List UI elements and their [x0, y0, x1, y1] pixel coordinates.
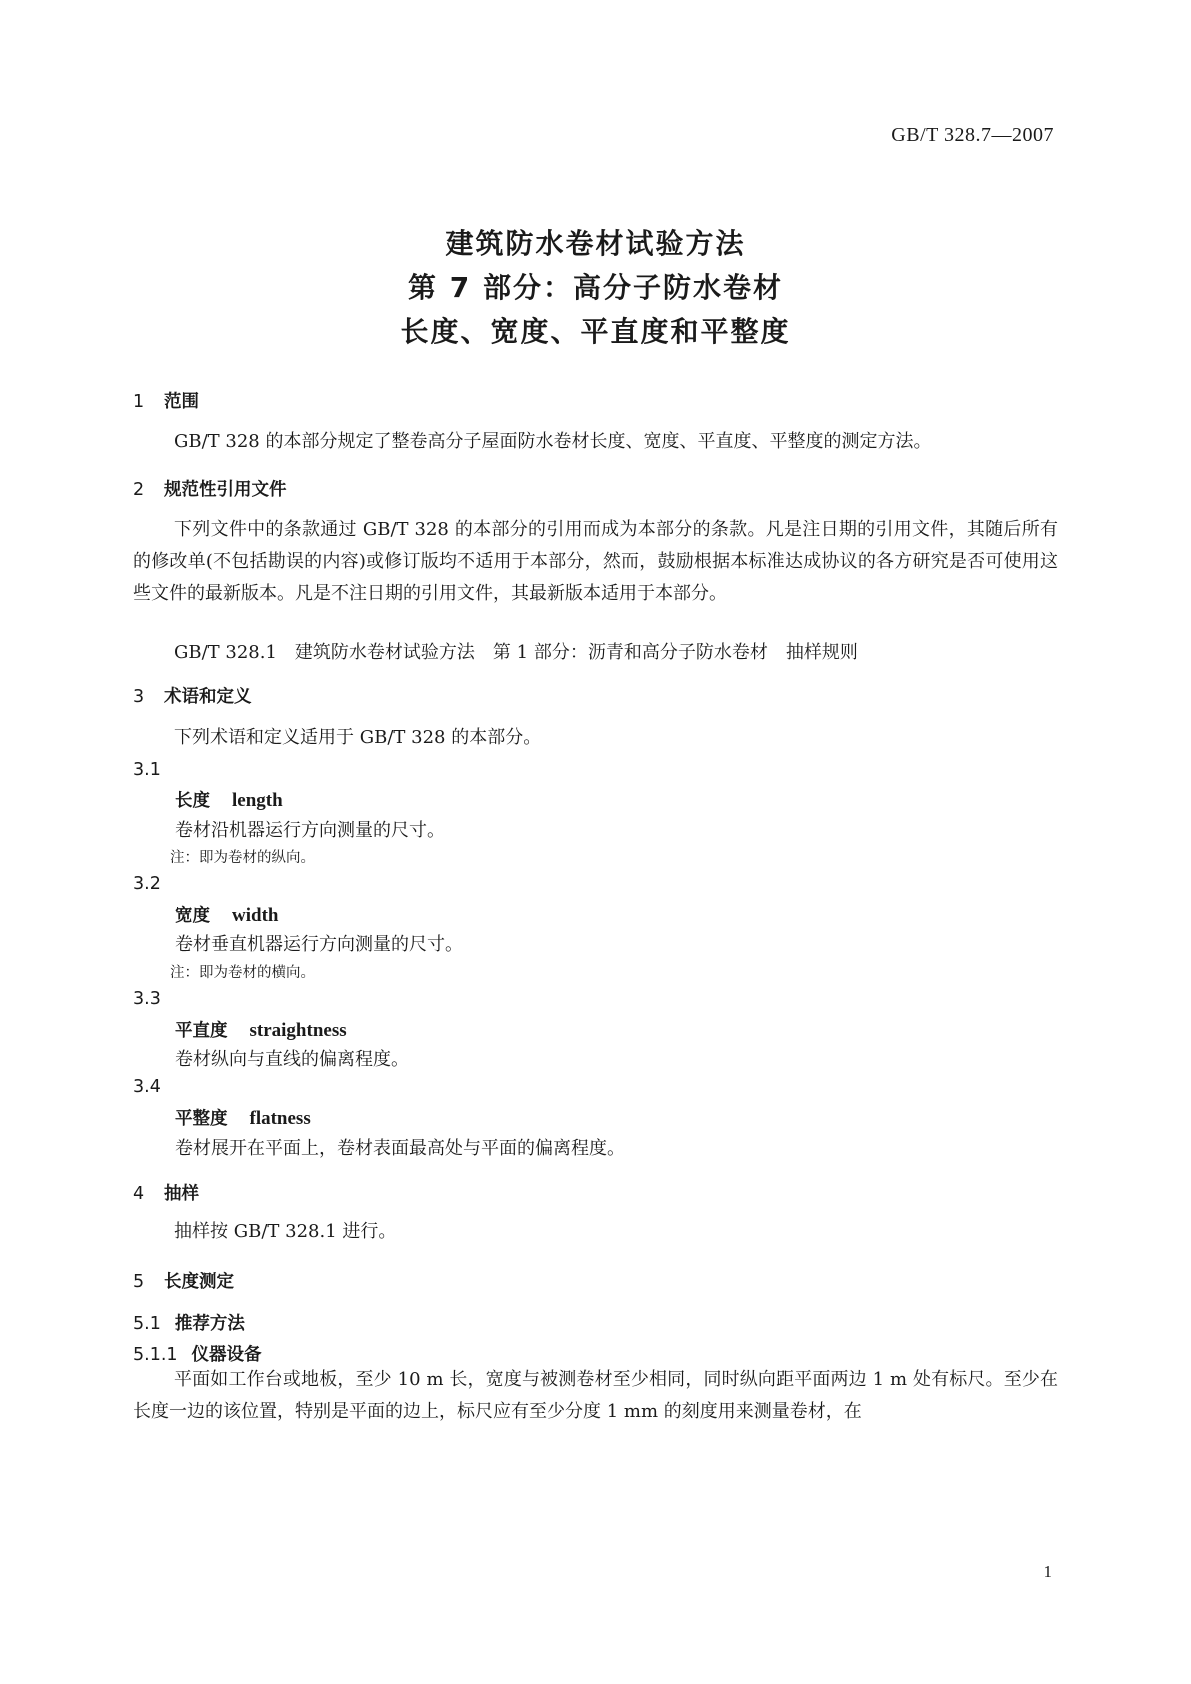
term-cn: 平整度: [175, 1109, 228, 1129]
term-definition: 卷材展开在平面上，卷材表面最高处与平面的偏离程度。: [175, 1138, 625, 1159]
subsection-number: 5.1: [133, 1314, 161, 1334]
page-number: 1: [1043, 1562, 1052, 1581]
term-heading: [175, 1017, 347, 1042]
normative-reference: GB/T 328.1 建筑防水卷材试验方法 第 1 部分：沥青和高分子防水卷材 抽样规则: [174, 642, 858, 663]
term-definition: 卷材沿机器运行方向测量的尺寸。: [175, 820, 445, 841]
term-note: 注：即为卷材的横向。: [170, 965, 315, 981]
section-title: 抽样: [164, 1184, 199, 1204]
section-title: 规范性引用文件: [164, 480, 287, 500]
section-3-heading: [133, 683, 252, 708]
subsection-title: 推荐方法: [174, 1314, 245, 1334]
term-cn: 长度: [175, 791, 210, 811]
section-2-heading: [133, 476, 287, 501]
term-en: flatness: [249, 1108, 311, 1129]
section-5-heading: [133, 1268, 234, 1293]
section-number: 1: [133, 392, 145, 412]
section-1-text: GB/T 328 的本部分规定了整卷高分子屋面防水卷材长度、宽度、平直度、平整度的测定方法。: [174, 431, 932, 452]
term-en: width: [232, 905, 279, 926]
section-title: 范围: [164, 392, 199, 412]
section-3-intro: 下列术语和定义适用于 GB/T 328 的本部分。: [174, 727, 542, 748]
section-number: 2: [133, 480, 145, 500]
term-heading: [175, 787, 283, 812]
term-heading: [175, 902, 278, 927]
term-number: 3.4: [133, 1077, 161, 1097]
section-number: 3: [133, 687, 145, 707]
term-cn: 宽度: [175, 906, 210, 926]
term-number: 3.1: [133, 760, 161, 780]
title-line-1: 建筑防水卷材试验方法: [445, 227, 746, 260]
title-line-2: 第 7 部分：高分子防水卷材: [408, 271, 783, 304]
section-title: 术语和定义: [164, 687, 252, 707]
term-number: 3.2: [133, 874, 161, 894]
subsection-title: 仪器设备: [191, 1345, 262, 1365]
term-en: length: [232, 790, 283, 811]
term-definition: 卷材垂直机器运行方向测量的尺寸。: [175, 934, 463, 955]
term-number: 3.3: [133, 989, 161, 1009]
term-note: 注：即为卷材的纵向。: [170, 850, 315, 866]
term-cn: 平直度: [175, 1021, 228, 1041]
document-title: [0, 222, 1191, 354]
section-4-heading: [133, 1180, 199, 1205]
term-en: straightness: [249, 1020, 347, 1041]
section-2-text: 下列文件中的条款通过 GB/T 328 的本部分的引用而成为本部分的条款。凡是注日期的引用文件，其随后所有的修改单(不包括勘误的内容)或修订版均不适用于本部分，然而，鼓励根据本标准达成协议的各方研究是否可使用这些文件的最新版本。凡是不注日期的引用文件，其最新版本适用于本部分。: [133, 519, 1058, 604]
term-heading: [175, 1105, 311, 1130]
standard-code: GB/T 328.7—2007: [891, 124, 1054, 146]
section-4-text: 抽样按 GB/T 328.1 进行。: [174, 1221, 397, 1242]
section-title: 长度测定: [164, 1272, 234, 1292]
subsection-5-1-1-text: 平面如工作台或地板，至少 10 m 长，宽度与被测卷材至少相同，同时纵向距平面两边 1 m 处有标尺。至少在长度一边的该位置，特别是平面的边上，标尺应有至少分度 1 mm 的刻度用来测量卷材，在: [133, 1369, 1058, 1422]
term-definition: 卷材纵向与直线的偏离程度。: [175, 1049, 409, 1070]
subsection-5-1-heading: [133, 1310, 245, 1335]
title-line-3: 长度、宽度、平直度和平整度: [400, 315, 791, 348]
section-number: 5: [133, 1272, 145, 1292]
subsection-number: 5.1.1: [133, 1345, 178, 1365]
subsection-5-1-1-heading: [133, 1341, 262, 1366]
section-1-heading: [133, 388, 199, 413]
section-number: 4: [133, 1184, 145, 1204]
